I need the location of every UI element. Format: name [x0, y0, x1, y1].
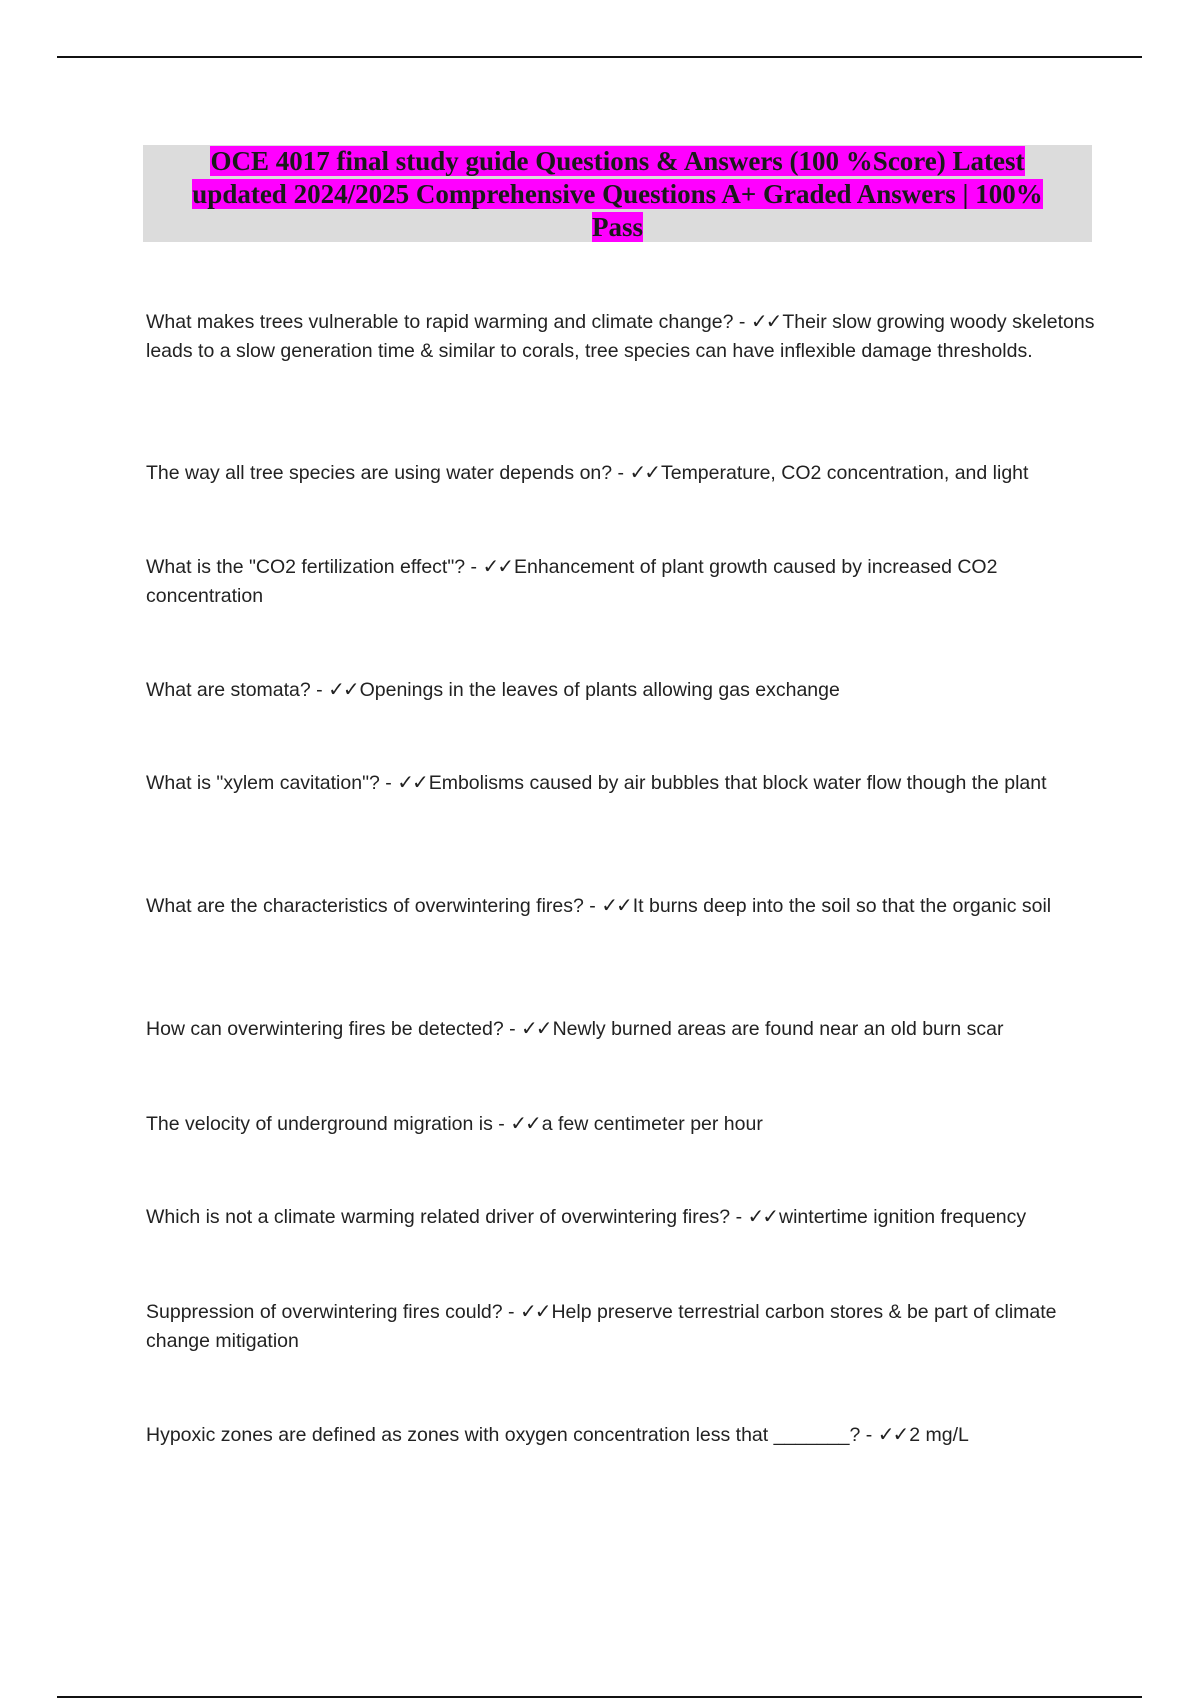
question-text: How can overwintering fires be detected? [146, 1018, 504, 1040]
qa-item [146, 1014, 1096, 1044]
question-text: Which is not a climate warming related driver of overwintering fires? [146, 1206, 731, 1228]
separator: - [503, 1018, 522, 1040]
double-check-icon: ✓✓ [629, 460, 659, 484]
qa-item [146, 1202, 1096, 1232]
answer-text: Newly burned areas are found near an old burn scar [552, 1018, 1004, 1040]
question-text: What is "xylem cavitation"? [146, 772, 380, 794]
double-check-icon: ✓✓ [397, 770, 427, 794]
separator: - [492, 1113, 511, 1135]
question-text: What is the "CO2 fertilization effect"? [146, 556, 466, 578]
qa-item [146, 891, 1096, 921]
answer-text: It burns deep into the soil so that the organic soil [632, 895, 1052, 917]
title-banner [143, 145, 1092, 242]
answer-text: Their slow growing woody skeletons leads to a slow generation time & similar to corals, tree species can have inflexible damage thresholds. [146, 311, 1095, 362]
bottom-rule [57, 1696, 1142, 1698]
separator: - [733, 311, 751, 333]
answer-text: wintertime ignition frequency [779, 1206, 1027, 1228]
separator: - [310, 679, 329, 701]
question-text: The velocity of underground migration is [146, 1113, 493, 1135]
double-check-icon: ✓✓ [750, 309, 781, 333]
double-check-icon: ✓✓ [747, 1204, 778, 1228]
double-check-icon: ✓✓ [510, 1111, 540, 1135]
separator: - [612, 462, 630, 484]
answer-text: a few centimeter per hour [541, 1113, 763, 1135]
double-check-icon: ✓✓ [519, 1299, 550, 1323]
qa-item [146, 307, 1096, 366]
qa-item [146, 458, 1096, 488]
question-text: What are the characteristics of overwintering fires? [146, 895, 584, 917]
qa-item [146, 1420, 1096, 1450]
top-rule [57, 56, 1142, 58]
double-check-icon: ✓✓ [328, 677, 358, 701]
title-highlight: OCE 4017 final study guide Questions & Answers (100 %Score) Latest updated 2024/2025 Comprehensive Questions A+ Graded Answers | 100% Pass [192, 146, 1043, 242]
question-text: The way all tree species are using water depends on? [146, 462, 613, 484]
qa-item [146, 1297, 1096, 1356]
qa-item [146, 552, 1096, 611]
answer-text: Help preserve terrestrial carbon stores & be part of climate change mitigation [146, 1301, 1057, 1352]
answer-text: Embolisms caused by air bubbles that block water flow though the plant [428, 772, 1047, 794]
double-check-icon: ✓✓ [877, 1422, 908, 1446]
document-title [167, 145, 1068, 244]
double-check-icon: ✓✓ [601, 893, 631, 917]
qa-item [146, 1109, 1096, 1139]
answer-text: Temperature, CO2 concentration, and light [660, 462, 1029, 484]
question-text: What are stomata? [146, 679, 311, 701]
answer-text: 2 mg/L [909, 1424, 969, 1446]
question-text: What makes trees vulnerable to rapid warming and climate change? [146, 311, 734, 333]
question-text: Hypoxic zones are defined as zones with oxygen concentration less that _______? [146, 1424, 861, 1446]
separator: - [730, 1206, 748, 1228]
double-check-icon: ✓✓ [482, 554, 512, 578]
question-text: Suppression of overwintering fires could? [146, 1301, 503, 1323]
answer-text: Openings in the leaves of plants allowing gas exchange [359, 679, 840, 701]
double-check-icon: ✓✓ [521, 1016, 551, 1040]
answer-text: Enhancement of plant growth caused by increased CO2 concentration [146, 556, 998, 607]
separator: - [379, 772, 398, 794]
qa-item [146, 768, 1096, 798]
qa-item [146, 675, 1096, 705]
separator: - [583, 895, 602, 917]
separator: - [502, 1301, 520, 1323]
separator: - [860, 1424, 878, 1446]
separator: - [465, 556, 483, 578]
